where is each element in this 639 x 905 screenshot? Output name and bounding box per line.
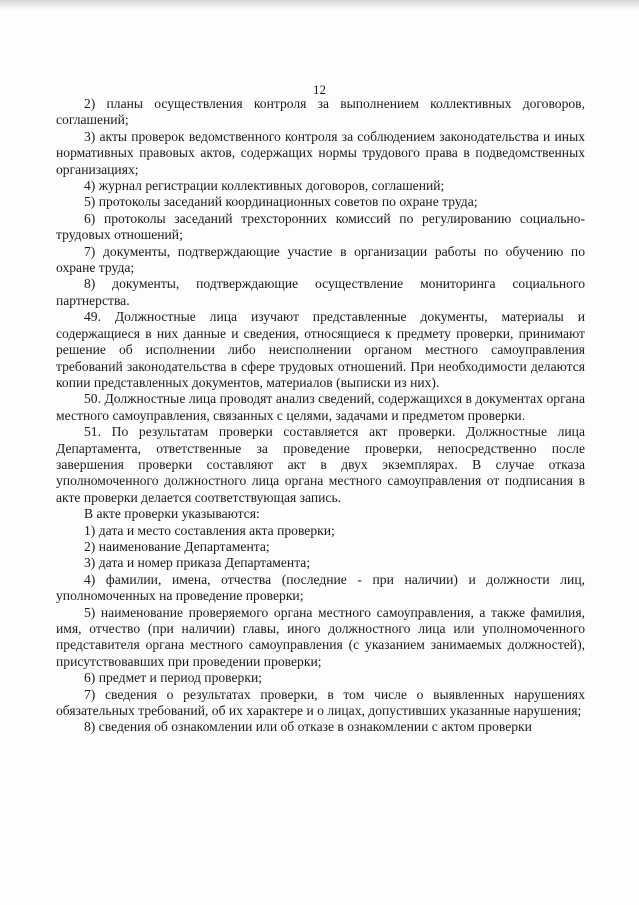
paragraph-act-item-6: 6) предмет и период проверки; [84,670,263,686]
paragraph-act-item-2: 2) наименование Департамента; [84,538,270,554]
page-top-edge [0,0,639,10]
paragraph-act-item-1: 1) дата и место составления акта проверки; [84,522,335,538]
document-body [56,96,585,736]
paragraph-item-8-monitoring: 8) документы, подтверждающие осуществление мониторинга социального партнерства. [56,276,585,308]
paragraph-clause-51: 51. По результатам проверки составляется акт проверки. Должностные лица Департамента, ответственные за проведение проверки, непосредственно после завершения проверки составляют акт в двух экземплярах. В случае отказа уполномоченного должностного лица органа местного самоуправления от подписания в акте проверки делается соответствующая запись. [56,424,585,505]
paragraph-act-item-8: 8) сведения об ознакомлении или об отказе в ознакомлении с актом проверки [84,719,532,735]
paragraph-item-5-protocols: 5) протоколы заседаний координационных советов по охране труда; [84,194,478,210]
page-number: 12 [313,82,326,97]
paragraph-act-contents-intro: В акте проверки указываются: [84,506,260,522]
paragraph-act-item-5: 5) наименование проверяемого органа местного самоуправления, а также фамилия, имя, отчество (при наличии) главы, иного должностного лица или уполномоченного представителя органа местного самоуправления (с указанием занимаемых должностей), присутствовавших при проведении проверки; [56,604,585,669]
paragraph-item-3-acts: 3) акты проверок ведомственного контроля за соблюдением законодательства и иных нормативных правовых актов, содержащих нормы трудового права в подведомственных организациях; [56,128,585,177]
paragraph-clause-49: 49. Должностные лица изучают представленные документы, материалы и содержащиеся в них данные и сведения, относящиеся к предмету проверки, принимают решение об исполнении либо неисполнении органом местного самоуправления требований законодательства в сфере трудовых отношений. При необходимости делаются копии представленных документов, материалов (выписки из них). [56,309,585,390]
paragraph-item-4-journal: 4) журнал регистрации коллективных договоров, соглашений; [84,178,445,194]
paragraph-item-2-plans: 2) планы осуществления контроля за выполнением коллективных договоров, соглашений; [56,96,585,128]
paragraph-act-item-4: 4) фамилии, имена, отчества (последние - при наличии) и должности лиц, уполномоченных на проведение проверки; [56,571,585,604]
paragraph-act-item-7: 7) сведения о результатах проверки, в том числе о выявленных нарушениях обязательных требований, об их характере и о лицах, допустивших указанные нарушения; [56,686,585,719]
paragraph-item-6-commissions: 6) протоколы заседаний трехсторонних комиссий по регулированию социально-трудовых отношений; [56,210,585,243]
paragraph-act-item-3: 3) дата и номер приказа Департамента; [84,555,311,571]
paragraph-clause-50: 50. Должностные лица проводят анализ сведений, содержащихся в документах органа местного самоуправления, связанных с целями, задачами и предметом проверки. [56,391,585,423]
paragraph-item-7-training: 7) документы, подтверждающие участие в организации работы по обучению по охране труда; [56,243,585,276]
